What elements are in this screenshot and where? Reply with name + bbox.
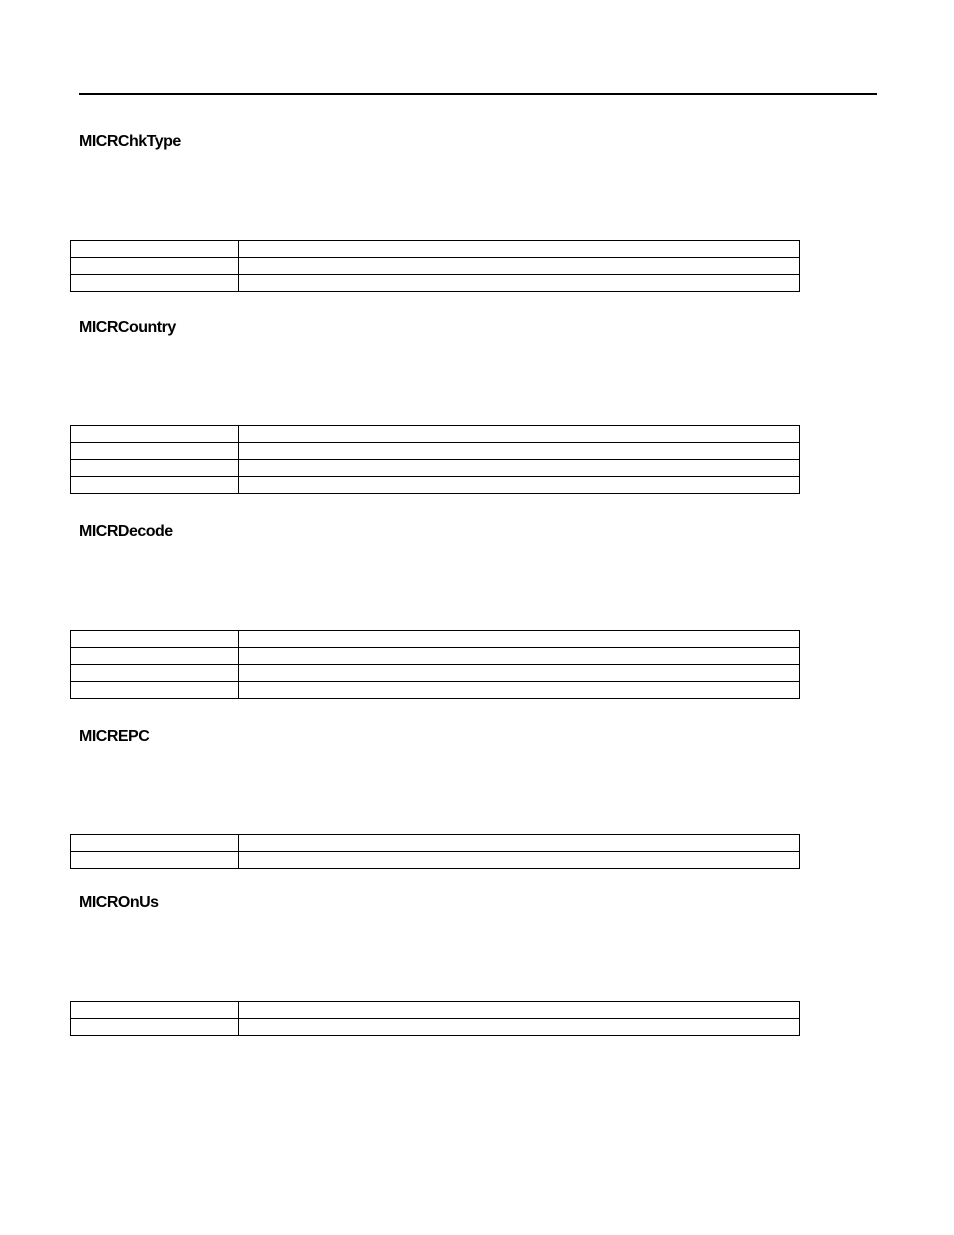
section-heading-micrepc: MICREPC: [79, 728, 150, 745]
table-cell: [239, 460, 800, 477]
table-cell: [71, 477, 239, 494]
table-row: [71, 835, 800, 852]
table-cell: [71, 1002, 239, 1019]
table-row: [71, 665, 800, 682]
section-heading-micrdecode: MICRDecode: [79, 523, 173, 540]
table-cell: [71, 648, 239, 665]
table-cell: [71, 835, 239, 852]
table-row: [71, 1019, 800, 1036]
section-heading-micrcountry: MICRCountry: [79, 319, 176, 336]
property-table-micrdecode: [70, 630, 800, 699]
table-row: [71, 258, 800, 275]
property-table-micrchktype: [70, 240, 800, 292]
table-row: [71, 648, 800, 665]
property-table-micrcountry: [70, 425, 800, 494]
table-cell: [239, 241, 800, 258]
table-row: [71, 460, 800, 477]
table-cell: [239, 648, 800, 665]
table-cell: [239, 1002, 800, 1019]
table-cell: [239, 477, 800, 494]
table-cell: [71, 1019, 239, 1036]
table-cell: [239, 631, 800, 648]
table-row: [71, 275, 800, 292]
table-cell: [71, 665, 239, 682]
property-table-micrepc: [70, 834, 800, 869]
table-row: [71, 477, 800, 494]
table-cell: [239, 258, 800, 275]
section-heading-micronus: MICROnUs: [79, 894, 159, 911]
table-cell: [239, 443, 800, 460]
table-cell: [71, 275, 239, 292]
table-row: [71, 682, 800, 699]
table-row: [71, 241, 800, 258]
table-cell: [239, 1019, 800, 1036]
table-cell: [71, 241, 239, 258]
table-cell: [239, 852, 800, 869]
table-row: [71, 631, 800, 648]
table-cell: [71, 852, 239, 869]
table-cell: [71, 258, 239, 275]
table-row: [71, 426, 800, 443]
table-cell: [239, 275, 800, 292]
table-cell: [239, 835, 800, 852]
table-cell: [239, 426, 800, 443]
table-cell: [239, 682, 800, 699]
property-table-micronus: [70, 1001, 800, 1036]
table-row: [71, 852, 800, 869]
table-row: [71, 1002, 800, 1019]
table-cell: [71, 682, 239, 699]
header-rule: [79, 93, 877, 95]
table-cell: [71, 460, 239, 477]
table-cell: [71, 443, 239, 460]
table-cell: [71, 426, 239, 443]
table-row: [71, 443, 800, 460]
section-heading-micrchktype: MICRChkType: [79, 133, 181, 150]
table-cell: [239, 665, 800, 682]
table-cell: [71, 631, 239, 648]
